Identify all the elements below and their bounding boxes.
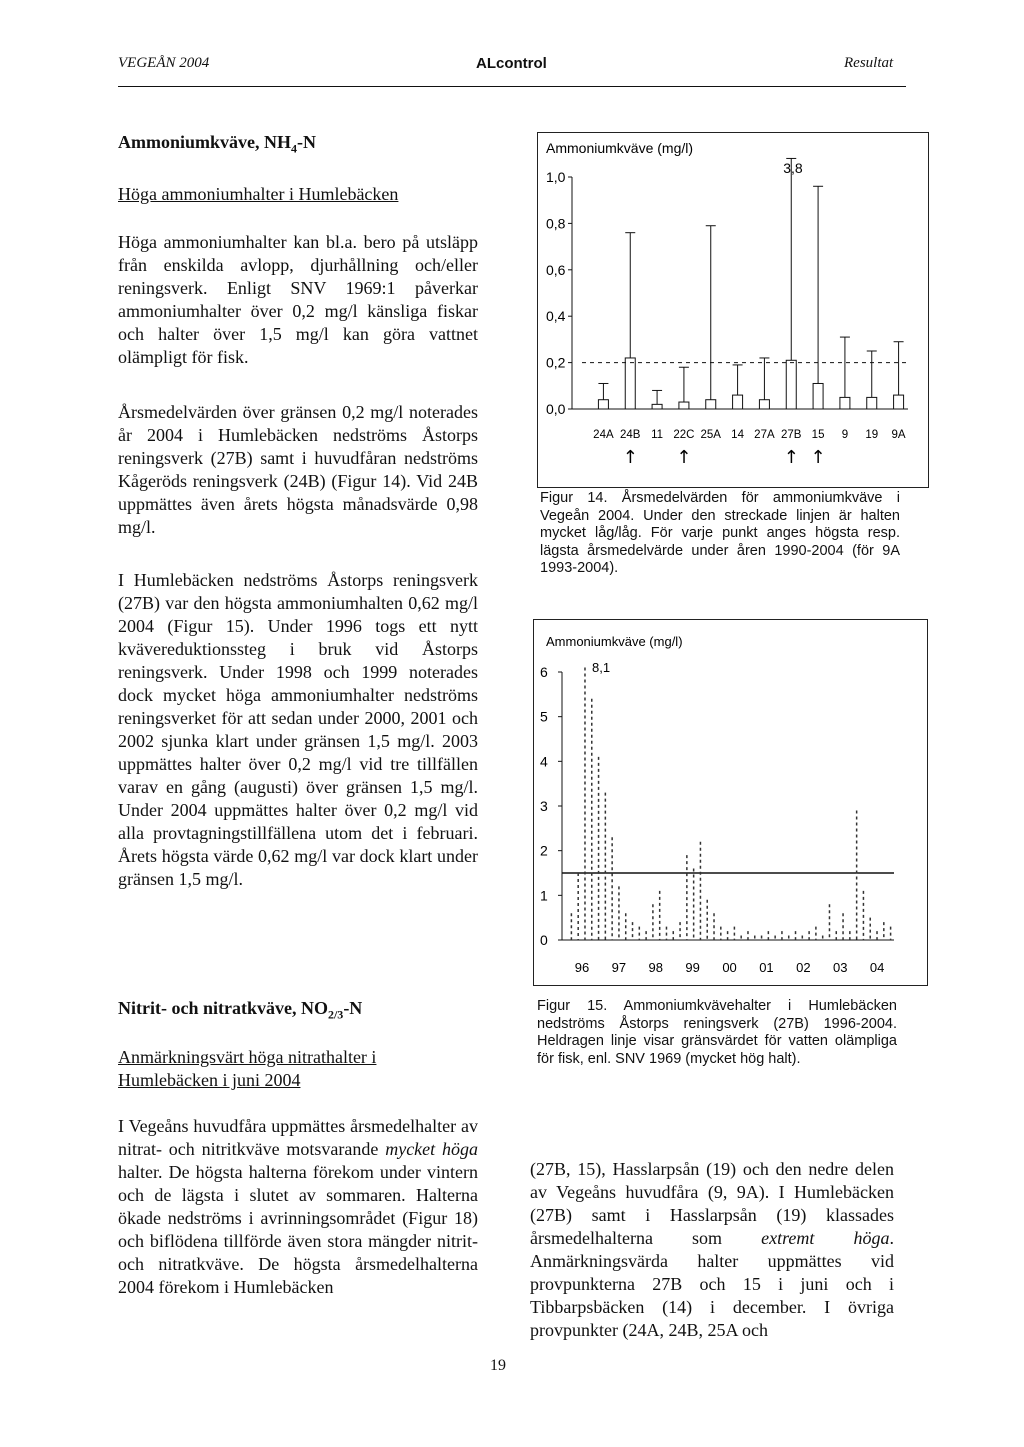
bar-15 <box>813 383 823 409</box>
paragraph-intro: Höga ammoniumhalter kan bl.a. bero på utsläpp från enskilda avlopp, djurhållning och/eller reningsverk. Enligt SNV 1969:1 påverkar ammoniumhalter över 0,2 mg/l känsliga fiskar och halter över 1,5 mg/l kan göra vattnet olämpligt för fisk. <box>118 232 478 367</box>
arrow-mark-24B: ↑ <box>622 447 638 468</box>
y-tick-label: 0,0 <box>546 401 566 417</box>
page-number: 19 <box>490 1357 506 1374</box>
y-tick-label: 0,2 <box>546 354 566 371</box>
x-tick-label-9: 9 <box>841 429 849 441</box>
x-tick-label-25A: 25A <box>700 429 721 441</box>
y-tick-label: 6 <box>540 664 548 680</box>
arrow-mark-15: ↑ <box>810 447 826 468</box>
annotation-max-value: 3,8 <box>783 160 803 176</box>
bar-22C <box>679 402 689 409</box>
bar-25A <box>706 400 716 409</box>
running-header-left: VEGEÅN 2004 <box>118 55 210 71</box>
x-tick-label-02: 02 <box>796 960 811 975</box>
x-tick-label-04: 04 <box>869 960 885 975</box>
annotation-max-value: 8,1 <box>592 660 611 675</box>
x-tick-label-98: 98 <box>648 960 664 975</box>
figure-14-frame <box>537 132 929 488</box>
bar-11 <box>652 404 662 409</box>
section-heading-ammonium: Ammoniumkväve, $NH_4-N$ <box>118 132 317 156</box>
y-tick-label: 0 <box>540 932 548 948</box>
figure-14-chart <box>538 133 928 487</box>
y-tick-label: 3 <box>540 798 548 814</box>
figure-15-frame <box>533 619 928 986</box>
y-tick-label: 2 <box>540 842 548 859</box>
bar-19 <box>867 397 877 409</box>
bar-27A <box>759 400 769 409</box>
x-tick-label-9A: 9A <box>891 429 906 441</box>
header-rule <box>118 86 906 87</box>
paragraph-annual-means: Årsmedelvärden över gränsen 0,2 mg/l noterades år 2004 i Humlebäcken nedströms Åstorps reningsverk (27B) samt i huvudfåran nedströms Kågeröds reningsverk (24B) (Figur 14). Vid 24B uppmättes även årets högsta månadsvärde 0,98 mg/l. <box>118 402 478 537</box>
paragraph-humlebacken: I Humlebäcken nedströms Åstorps reningsverk (27B) var den högsta ammoniumhalten 0,62 mg/l 2004 (Figur 15). Under 1996 togs ett nytt kvävereduktionssteg i bruk vid Åstorps reningsverk. Under 1998 och 1999 noterades dock mycket höga ammoniumhalter nedströms reningsverket för att sedan under 2000, 2001 och 2002 sjunka klart under gränsen 1,5 mg/l. 2003 uppmättes halter över 0,2 mg/l vid tre tillfällen varav en gång (augusti) över gränsen 1,5 mg/l. Under 2004 uppmättes halter över 0,2 mg/l vid alla provtagningstillfällena utom det i februari. Årets högsta värde 0,62 mg/l var dock klart under gränsen 1,5 mg/l. <box>118 570 478 889</box>
x-tick-label-97: 97 <box>611 960 627 975</box>
running-header-center: ALcontrol <box>476 55 547 72</box>
figure-14-caption: Figur 14. Årsmedelvärden för ammoniumkväve i Vegeån 2004. Under den streckade linjen är halten mycket låg/låg. För varje punkt anges högsta resp. lägsta årsmedelvärde under åren 1990-2004 (för 9A 1993-2004). <box>540 490 900 576</box>
y-tick-label: 5 <box>540 708 548 725</box>
x-tick-label-03: 03 <box>832 960 848 975</box>
y-tick-label: 4 <box>540 753 548 770</box>
x-tick-label-15: 15 <box>811 429 825 441</box>
bar-24A <box>598 400 608 409</box>
x-tick-label-99: 99 <box>685 960 700 975</box>
x-tick-label-11: 11 <box>651 429 664 441</box>
subheading-nitrate: Anmärkningsvärt höga nitrathalter i Humlebäcken i juni 2004 <box>118 1047 377 1090</box>
y-axis-label: Ammoniumkväve (mg/l) <box>546 634 683 649</box>
x-tick-label-24B: 24B <box>620 429 641 441</box>
arrow-mark-27B: ↑ <box>783 447 799 468</box>
x-tick-label-19: 19 <box>865 429 879 441</box>
x-tick-label-27A: 27A <box>754 429 775 441</box>
figure-15-caption: Figur 15. Ammoniumkvävehalter i Humlebäcken nedströms Åstorps reningsverk (27B) 1996-2004. Heldragen linje visar gränsvärdet för vatten olämpliga för fisk, enl. SNV 1969 (mycket hög halt). <box>537 998 897 1067</box>
bar-14 <box>733 395 743 409</box>
section-heading-nitrate: Nitrit- och nitratkväve, $NO_{2/3}-N$ <box>118 998 363 1022</box>
bar-27B <box>786 360 796 409</box>
italic-emphasis: mycket höga <box>385 1139 478 1159</box>
italic-emphasis: extremt höga <box>761 1228 890 1248</box>
y-tick-label: 0,4 <box>546 308 566 325</box>
running-header-right: Resultat <box>844 55 894 71</box>
paragraph-nitrate: I Vegeåns huvudfåra uppmättes årsmedelhalter av nitrat- och nitritkväve motsvarande mycket höga halter. De högsta halterna förekom under vintern och de lägsta i slutet av sommaren. Halterna ökade nedströms i avrinningsområdet (Figur 18) och biflödena tillförde även stora mängder nitrit- och nitratkväve. De högsta årsmedelhalterna 2004 förekom i Humlebäcken <box>118 1116 478 1297</box>
paragraph-nitrate-continued: (27B, 15), Hasslarpsån (19) och den nedre delen av Vegeåns huvudfåra (9, 9A). I Humlebäcken (27B) samt i Hasslarpsån (19) klassades årsmedelhalterna som extremt höga. Anmärkningsvärda halter uppmättes vid provpunkterna 27B och 15 i juni och i Tibbarpsbäcken (14) i december. I övriga provpunkter (24A, 24B, 25A och <box>530 1159 894 1340</box>
x-tick-label-27B: 27B <box>781 429 802 441</box>
x-tick-label-01: 01 <box>759 960 774 975</box>
x-tick-label-96: 96 <box>574 960 590 975</box>
bar-24B <box>625 358 635 409</box>
y-axis-label: Ammoniumkväve (mg/l) <box>546 140 694 156</box>
y-tick-label: 1 <box>540 887 548 904</box>
y-tick-label: 0,8 <box>546 215 566 232</box>
subheading-high-ammonium: Höga ammoniumhalter i Humlebäcken <box>118 184 399 204</box>
x-tick-label-24A: 24A <box>593 429 614 441</box>
x-tick-label-14: 14 <box>731 429 744 441</box>
y-tick-label: 0,6 <box>546 261 566 278</box>
bar-9A <box>894 395 904 409</box>
x-tick-label-22C: 22C <box>673 429 695 441</box>
arrow-mark-22C: ↑ <box>676 447 692 468</box>
x-tick-label-00: 00 <box>722 960 737 975</box>
bar-9 <box>840 397 850 409</box>
figure-15-chart <box>534 620 927 985</box>
y-tick-label: 1,0 <box>546 169 566 185</box>
